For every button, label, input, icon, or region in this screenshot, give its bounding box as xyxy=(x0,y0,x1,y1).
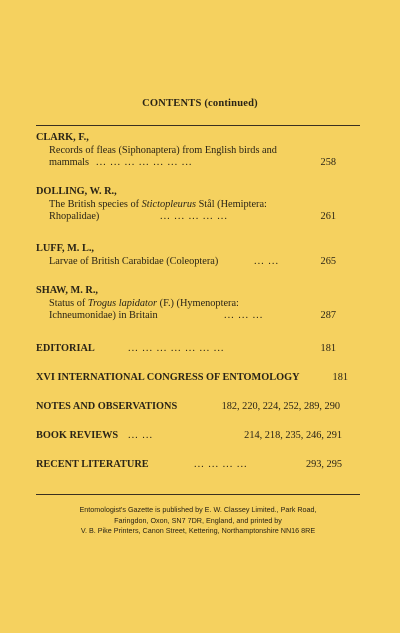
toc-section-recent-literature xyxy=(36,459,360,470)
toc-section-notes xyxy=(36,401,360,412)
leader-dots: ... ... xyxy=(254,255,280,267)
entry-title-line xyxy=(36,310,360,323)
contents-heading: CONTENTS (continued) xyxy=(142,98,258,109)
leader-dots: ... ... ... ... ... ... ... xyxy=(128,343,225,354)
page-number: 181 xyxy=(332,372,348,383)
page-number: 287 xyxy=(320,310,336,322)
section-title: RECENT LITERATURE xyxy=(36,459,149,470)
page-numbers: 293, 295 xyxy=(305,459,342,470)
leader-dots: ... ... ... ... ... ... ... xyxy=(96,157,193,169)
entry-author: LUFF, M. L., xyxy=(36,243,94,254)
toc-section-book-reviews xyxy=(36,430,360,441)
toc-section-congress xyxy=(36,372,360,383)
entry-title-text: Ichneumonidae) in Britain xyxy=(49,310,158,322)
section-title: EDITORIAL xyxy=(36,343,95,354)
entry-title-line xyxy=(36,157,360,170)
section-title: XVI INTERNATIONAL CONGRESS OF ENTOMOLOGY xyxy=(36,372,300,383)
entry-title-text: mammals xyxy=(49,157,90,169)
leader-dots: ... ... xyxy=(128,430,154,441)
entry-title-text: Rhopalidae) xyxy=(49,211,100,223)
entry-title-text: Larvae of British Carabidae (Coleoptera) xyxy=(49,255,219,267)
section-title: NOTES AND OBSERVATIONS xyxy=(36,401,178,412)
toc-section-editorial xyxy=(36,343,360,354)
entry-author: SHAW, M. R., xyxy=(36,285,98,296)
toc-entry-shaw xyxy=(36,285,360,323)
bottom-rule xyxy=(36,494,360,495)
entry-title-italic: Stictopleurus xyxy=(141,198,196,210)
entry-title-text: Stål (Hemiptera: xyxy=(196,198,267,210)
entry-author: CLARK, F., xyxy=(36,132,89,143)
page-number: 181 xyxy=(320,343,336,354)
footer-line: Entomologist's Gazette is published by E. W. Classey Limited., Park Road, xyxy=(79,505,317,514)
leader-dots: ... ... ... xyxy=(224,310,264,322)
entry-title-text: The British species of xyxy=(49,198,142,210)
toc-entry-clark xyxy=(36,132,360,170)
page-numbers: 214, 218, 235, 246, 291 xyxy=(244,430,342,441)
entry-title-italic: Trogus lapidator xyxy=(87,297,158,309)
entry-title-line xyxy=(36,199,360,212)
entry-title-line xyxy=(36,211,360,224)
toc-entry-luff xyxy=(36,243,360,268)
page-numbers: 182, 220, 224, 252, 289, 290 xyxy=(221,401,340,412)
entry-title-line xyxy=(36,256,360,269)
footer-line: Faringdon, Oxon, SN7 7DR, England, and printed by xyxy=(114,515,282,525)
entry-title-line: Records of fleas (Siphonaptera) from English birds and xyxy=(49,144,277,156)
entry-title-text: (F.) (Hymenoptera: xyxy=(157,297,239,309)
entry-author: DOLLING, W. R., xyxy=(36,186,117,197)
entry-title-text: Status of xyxy=(49,297,88,309)
section-title: BOOK REVIEWS xyxy=(36,430,119,441)
entry-title-line xyxy=(36,298,360,311)
page-number: 261 xyxy=(320,211,336,223)
page-number: 265 xyxy=(320,255,336,267)
top-rule xyxy=(36,125,360,126)
toc-entry-dolling xyxy=(36,186,360,224)
footer-line: V. B. Pike Printers, Canon Street, Kettering, Northamptonshire NN16 8RE xyxy=(80,526,316,536)
leader-dots: ... ... ... ... ... xyxy=(160,211,228,223)
page-number: 258 xyxy=(320,157,336,169)
leader-dots: ... ... ... ... xyxy=(194,459,248,470)
publisher-footer xyxy=(36,505,360,537)
